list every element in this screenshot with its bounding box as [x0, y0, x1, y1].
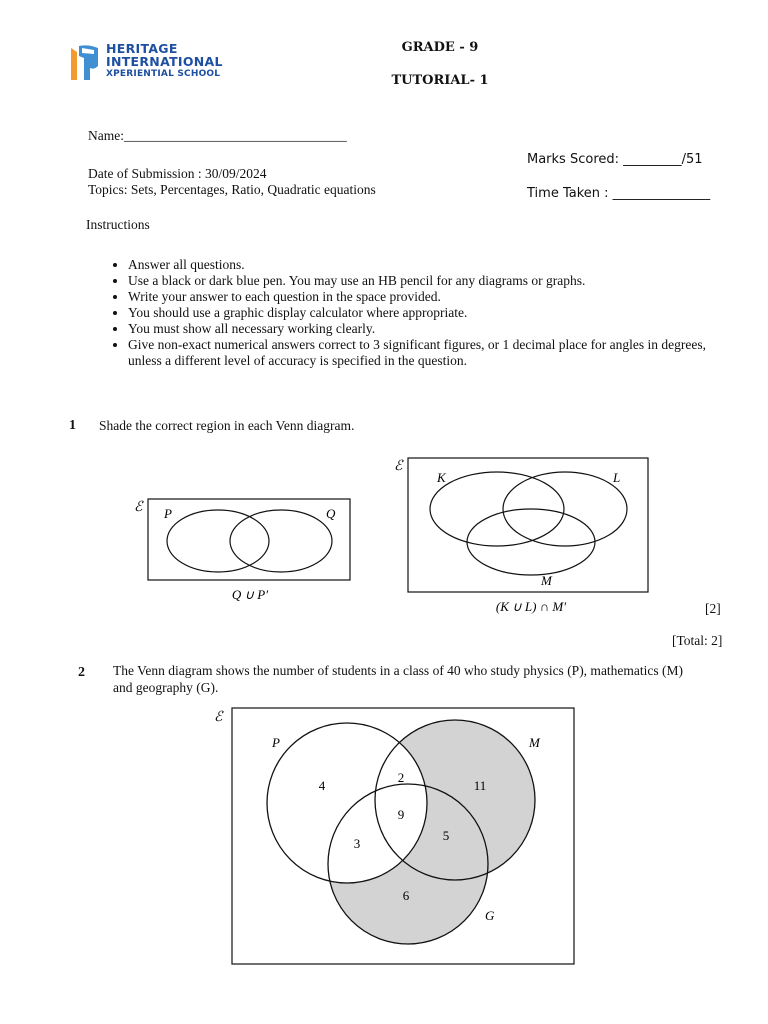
question-2-text-line2: and geography (G). — [113, 679, 219, 695]
shaded-region — [328, 720, 535, 944]
set-q-circle — [230, 510, 332, 572]
marks-scored-label: Marks Scored: _________/51 — [527, 152, 703, 167]
set-k-circle — [430, 472, 564, 546]
question-1-marks: [2] — [705, 601, 721, 616]
question-2-number: 2 — [78, 665, 85, 680]
school-name-line2: INTERNATIONAL — [106, 54, 223, 69]
diagram-a-caption: Q ∪ P′ — [231, 587, 269, 602]
set-l-label: L — [613, 470, 621, 485]
name-field-label: Name:_________________________________ — [88, 128, 347, 143]
set-q-label: Q — [326, 506, 336, 521]
region-p-m: 2 — [397, 770, 405, 785]
universal-set-symbol: ℰ — [214, 710, 223, 725]
region-p-only: 4 — [318, 778, 326, 793]
universal-set-box — [148, 499, 350, 580]
instruction-item: • You should use a graphic display calculator where appropriate. — [128, 305, 728, 321]
set-g-label: G — [485, 908, 495, 923]
question-2-venn-diagram — [0, 700, 768, 972]
set-m-label: M — [529, 735, 540, 750]
universal-set-symbol: ℰ — [134, 500, 143, 515]
school-name-line3: XPERIENTIAL SCHOOL — [106, 69, 221, 79]
question-1-text: Shade the correct region in each Venn diagram. — [99, 418, 355, 433]
question-1-number: 1 — [69, 418, 76, 433]
instruction-item: • Use a black or dark blue pen. You may use an HB pencil for any diagrams or graphs. — [128, 273, 728, 289]
diagram-b-caption: (K ∪ L) ∩ M′ — [495, 599, 567, 614]
set-p-circle — [167, 510, 269, 572]
submission-date: Date of Submission : 30/09/2024 — [88, 166, 267, 181]
question-2-text — [113, 663, 733, 696]
grade-title: GRADE - 9 — [401, 40, 479, 55]
time-taken-label: Time Taken : _______________ — [527, 186, 711, 201]
venn-diagram-klm — [394, 458, 648, 614]
instruction-item: • You must show all necessary working clearly. — [128, 321, 728, 337]
venn-diagram-pq — [134, 499, 350, 602]
instructions-heading: Instructions — [86, 217, 150, 232]
set-k-label: K — [437, 470, 446, 485]
instructions-list — [84, 257, 728, 369]
universal-set-symbol: ℰ — [394, 459, 403, 474]
instruction-item: • Answer all questions. — [128, 257, 728, 273]
topics-line: Topics: Sets, Percentages, Ratio, Quadratic equations — [88, 182, 376, 197]
question-1-total: [Total: 2] — [672, 633, 723, 648]
set-m-circle — [467, 509, 595, 575]
region-p-m-g: 9 — [397, 807, 405, 822]
question-1-diagrams — [0, 450, 768, 620]
set-m-label: M — [541, 573, 552, 588]
region-m-g: 5 — [442, 828, 450, 843]
region-m-only: 11 — [473, 778, 487, 793]
instruction-item: • Write your answer to each question in the space provided. — [128, 289, 728, 305]
set-p-label: P — [164, 506, 172, 521]
region-g-only: 6 — [402, 888, 410, 903]
instruction-item: • Give non-exact numerical answers correct to 3 significant figures, or 1 decimal place for angles in degrees, unless a different level of accuracy is specified in the question. — [128, 337, 728, 369]
set-p-label: P — [272, 735, 280, 750]
region-p-g: 3 — [353, 836, 361, 851]
question-2-text-line1: The Venn diagram shows the number of students in a class of 40 who study physics (P), mathematics (M) — [113, 663, 684, 678]
school-name-line1: HERITAGE — [106, 41, 178, 56]
tutorial-title: TUTORIAL- 1 — [391, 73, 489, 88]
